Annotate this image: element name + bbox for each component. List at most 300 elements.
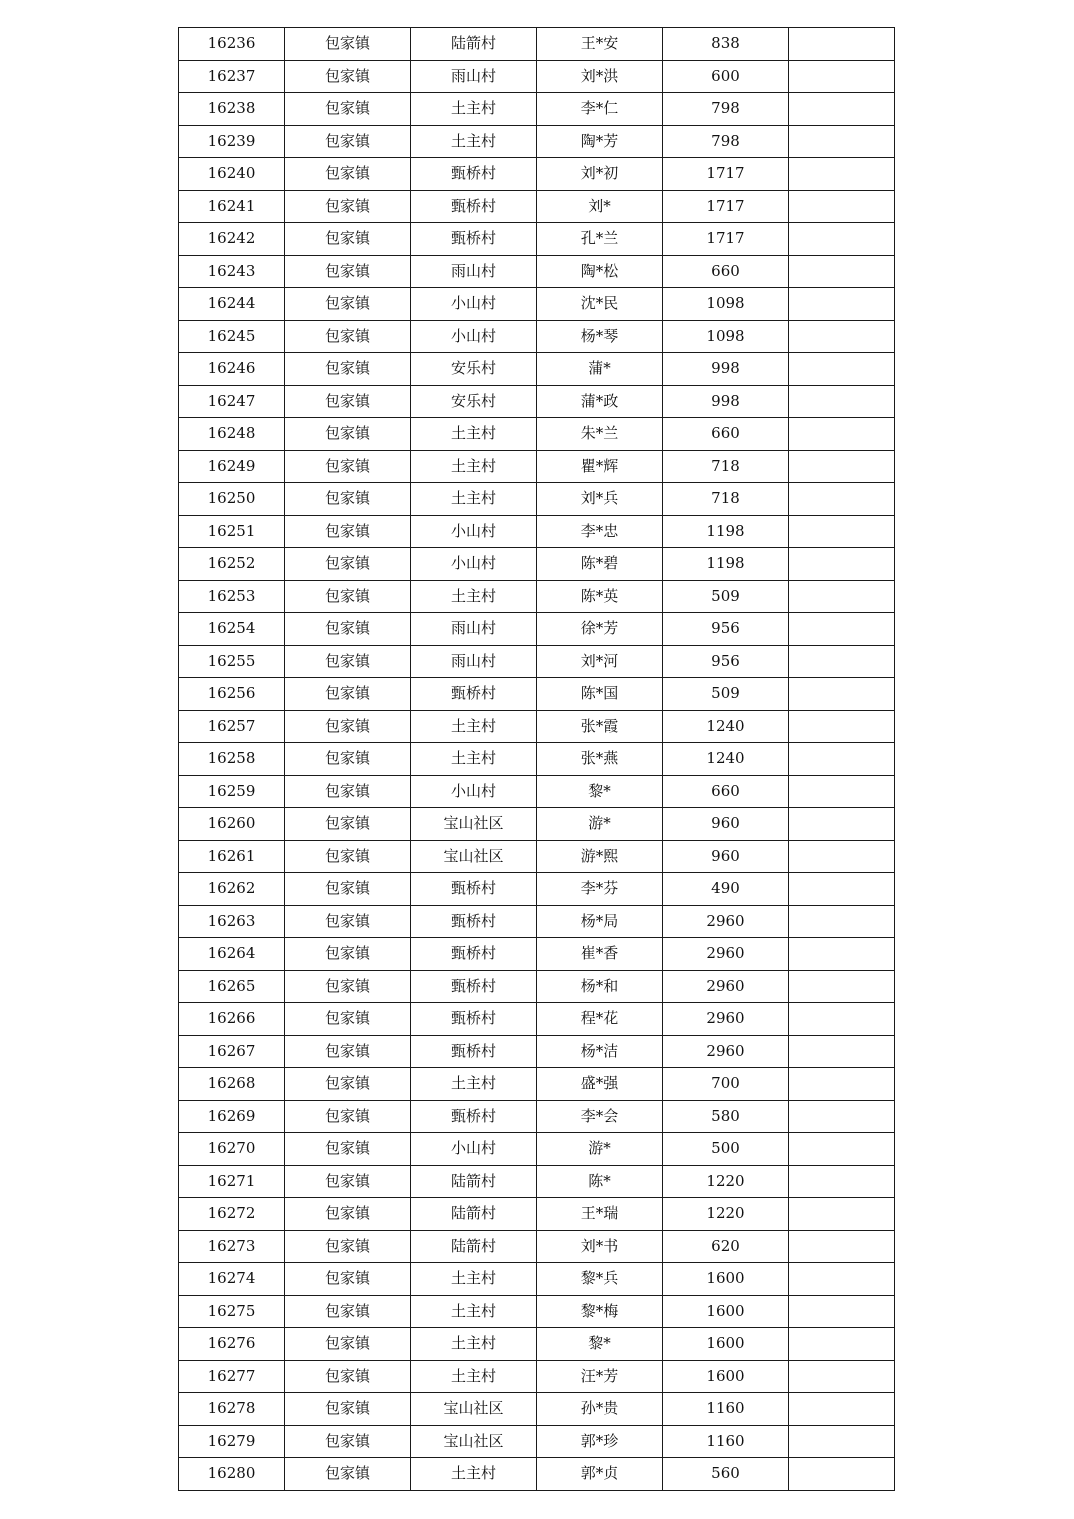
cell-village: 雨山村 bbox=[411, 60, 537, 93]
table-row bbox=[179, 938, 895, 971]
cell-village: 宝山社区 bbox=[411, 840, 537, 873]
cell-village: 小山村 bbox=[411, 515, 537, 548]
table-row bbox=[179, 223, 895, 256]
cell-town: 包家镇 bbox=[285, 1328, 411, 1361]
table-row bbox=[179, 775, 895, 808]
table-row bbox=[179, 548, 895, 581]
cell-remark bbox=[789, 320, 895, 353]
cell-remark bbox=[789, 125, 895, 158]
cell-remark bbox=[789, 743, 895, 776]
cell-name: 程*花 bbox=[537, 1003, 663, 1036]
cell-remark bbox=[789, 938, 895, 971]
cell-name: 杨*洁 bbox=[537, 1035, 663, 1068]
cell-seq: 16280 bbox=[179, 1458, 285, 1491]
cell-seq: 16238 bbox=[179, 93, 285, 126]
cell-name: 刘*河 bbox=[537, 645, 663, 678]
cell-village: 陆箭村 bbox=[411, 1230, 537, 1263]
cell-town: 包家镇 bbox=[285, 905, 411, 938]
cell-name: 陈*国 bbox=[537, 678, 663, 711]
cell-village: 土主村 bbox=[411, 1360, 537, 1393]
cell-name: 游*熙 bbox=[537, 840, 663, 873]
cell-amount: 718 bbox=[663, 450, 789, 483]
cell-remark bbox=[789, 450, 895, 483]
cell-village: 小山村 bbox=[411, 1133, 537, 1166]
cell-name: 陶*芳 bbox=[537, 125, 663, 158]
cell-amount: 580 bbox=[663, 1100, 789, 1133]
cell-amount: 798 bbox=[663, 93, 789, 126]
cell-remark bbox=[789, 613, 895, 646]
cell-town: 包家镇 bbox=[285, 678, 411, 711]
cell-amount: 2960 bbox=[663, 970, 789, 1003]
cell-amount: 1098 bbox=[663, 320, 789, 353]
cell-amount: 798 bbox=[663, 125, 789, 158]
cell-name: 李*会 bbox=[537, 1100, 663, 1133]
table-row bbox=[179, 743, 895, 776]
cell-seq: 16252 bbox=[179, 548, 285, 581]
cell-remark bbox=[789, 970, 895, 1003]
cell-town: 包家镇 bbox=[285, 353, 411, 386]
cell-name: 黎*兵 bbox=[537, 1263, 663, 1296]
cell-town: 包家镇 bbox=[285, 580, 411, 613]
cell-seq: 16260 bbox=[179, 808, 285, 841]
cell-remark bbox=[789, 710, 895, 743]
table-row bbox=[179, 1458, 895, 1491]
cell-name: 陶*松 bbox=[537, 255, 663, 288]
cell-name: 蒲* bbox=[537, 353, 663, 386]
cell-town: 包家镇 bbox=[285, 288, 411, 321]
cell-town: 包家镇 bbox=[285, 548, 411, 581]
cell-town: 包家镇 bbox=[285, 515, 411, 548]
cell-remark bbox=[789, 1165, 895, 1198]
cell-amount: 1160 bbox=[663, 1425, 789, 1458]
cell-village: 甄桥村 bbox=[411, 158, 537, 191]
cell-village: 小山村 bbox=[411, 775, 537, 808]
cell-seq: 16274 bbox=[179, 1263, 285, 1296]
cell-name: 杨*琴 bbox=[537, 320, 663, 353]
cell-amount: 960 bbox=[663, 808, 789, 841]
table-row bbox=[179, 255, 895, 288]
cell-seq: 16276 bbox=[179, 1328, 285, 1361]
cell-village: 甄桥村 bbox=[411, 678, 537, 711]
cell-amount: 838 bbox=[663, 28, 789, 61]
table-row bbox=[179, 678, 895, 711]
cell-amount: 960 bbox=[663, 840, 789, 873]
cell-amount: 1600 bbox=[663, 1328, 789, 1361]
cell-village: 甄桥村 bbox=[411, 190, 537, 223]
cell-town: 包家镇 bbox=[285, 320, 411, 353]
cell-name: 郭*贞 bbox=[537, 1458, 663, 1491]
cell-town: 包家镇 bbox=[285, 1198, 411, 1231]
cell-seq: 16275 bbox=[179, 1295, 285, 1328]
cell-village: 土主村 bbox=[411, 710, 537, 743]
cell-amount: 660 bbox=[663, 418, 789, 451]
table-row bbox=[179, 1425, 895, 1458]
cell-town: 包家镇 bbox=[285, 840, 411, 873]
cell-village: 雨山村 bbox=[411, 645, 537, 678]
cell-remark bbox=[789, 1425, 895, 1458]
cell-town: 包家镇 bbox=[285, 60, 411, 93]
table-row bbox=[179, 353, 895, 386]
cell-village: 雨山村 bbox=[411, 613, 537, 646]
table-body bbox=[179, 28, 895, 1491]
cell-town: 包家镇 bbox=[285, 1068, 411, 1101]
cell-village: 甄桥村 bbox=[411, 1100, 537, 1133]
table-row bbox=[179, 808, 895, 841]
cell-seq: 16246 bbox=[179, 353, 285, 386]
table-row bbox=[179, 580, 895, 613]
cell-remark bbox=[789, 1035, 895, 1068]
cell-village: 土主村 bbox=[411, 483, 537, 516]
cell-village: 安乐村 bbox=[411, 353, 537, 386]
cell-name: 王*安 bbox=[537, 28, 663, 61]
cell-amount: 1600 bbox=[663, 1360, 789, 1393]
cell-town: 包家镇 bbox=[285, 1003, 411, 1036]
cell-seq: 16241 bbox=[179, 190, 285, 223]
cell-name: 杨*和 bbox=[537, 970, 663, 1003]
cell-remark bbox=[789, 808, 895, 841]
cell-amount: 1220 bbox=[663, 1198, 789, 1231]
cell-amount: 509 bbox=[663, 678, 789, 711]
cell-seq: 16278 bbox=[179, 1393, 285, 1426]
cell-name: 郭*珍 bbox=[537, 1425, 663, 1458]
cell-village: 安乐村 bbox=[411, 385, 537, 418]
cell-seq: 16243 bbox=[179, 255, 285, 288]
table-row bbox=[179, 1100, 895, 1133]
cell-town: 包家镇 bbox=[285, 710, 411, 743]
cell-name: 蒲*政 bbox=[537, 385, 663, 418]
cell-seq: 16265 bbox=[179, 970, 285, 1003]
cell-seq: 16261 bbox=[179, 840, 285, 873]
table-row bbox=[179, 613, 895, 646]
cell-name: 刘*洪 bbox=[537, 60, 663, 93]
cell-seq: 16272 bbox=[179, 1198, 285, 1231]
cell-seq: 16250 bbox=[179, 483, 285, 516]
cell-remark bbox=[789, 1458, 895, 1491]
cell-town: 包家镇 bbox=[285, 938, 411, 971]
cell-amount: 2960 bbox=[663, 938, 789, 971]
cell-remark bbox=[789, 353, 895, 386]
cell-amount: 2960 bbox=[663, 905, 789, 938]
cell-village: 甄桥村 bbox=[411, 873, 537, 906]
cell-remark bbox=[789, 1230, 895, 1263]
cell-amount: 1240 bbox=[663, 743, 789, 776]
cell-town: 包家镇 bbox=[285, 775, 411, 808]
cell-seq: 16245 bbox=[179, 320, 285, 353]
cell-remark bbox=[789, 418, 895, 451]
cell-village: 土主村 bbox=[411, 418, 537, 451]
cell-seq: 16270 bbox=[179, 1133, 285, 1166]
cell-name: 李*芬 bbox=[537, 873, 663, 906]
cell-village: 土主村 bbox=[411, 450, 537, 483]
cell-remark bbox=[789, 840, 895, 873]
cell-village: 土主村 bbox=[411, 125, 537, 158]
cell-remark bbox=[789, 255, 895, 288]
cell-name: 刘*兵 bbox=[537, 483, 663, 516]
cell-town: 包家镇 bbox=[285, 190, 411, 223]
cell-name: 陈*碧 bbox=[537, 548, 663, 581]
cell-amount: 620 bbox=[663, 1230, 789, 1263]
cell-name: 沈*民 bbox=[537, 288, 663, 321]
cell-town: 包家镇 bbox=[285, 808, 411, 841]
table-row bbox=[179, 710, 895, 743]
table-row bbox=[179, 483, 895, 516]
cell-town: 包家镇 bbox=[285, 255, 411, 288]
cell-seq: 16248 bbox=[179, 418, 285, 451]
cell-amount: 2960 bbox=[663, 1035, 789, 1068]
cell-amount: 509 bbox=[663, 580, 789, 613]
cell-name: 刘* bbox=[537, 190, 663, 223]
cell-town: 包家镇 bbox=[285, 1360, 411, 1393]
cell-village: 陆箭村 bbox=[411, 1165, 537, 1198]
table-row bbox=[179, 418, 895, 451]
table-row bbox=[179, 93, 895, 126]
cell-village: 宝山社区 bbox=[411, 1425, 537, 1458]
cell-amount: 660 bbox=[663, 775, 789, 808]
cell-name: 瞿*辉 bbox=[537, 450, 663, 483]
cell-town: 包家镇 bbox=[285, 873, 411, 906]
cell-village: 陆箭村 bbox=[411, 28, 537, 61]
cell-remark bbox=[789, 905, 895, 938]
cell-town: 包家镇 bbox=[285, 743, 411, 776]
cell-seq: 16271 bbox=[179, 1165, 285, 1198]
table-row bbox=[179, 873, 895, 906]
cell-village: 小山村 bbox=[411, 548, 537, 581]
cell-name: 刘*初 bbox=[537, 158, 663, 191]
cell-town: 包家镇 bbox=[285, 1100, 411, 1133]
table-row bbox=[179, 288, 895, 321]
cell-amount: 500 bbox=[663, 1133, 789, 1166]
cell-seq: 16267 bbox=[179, 1035, 285, 1068]
cell-amount: 1717 bbox=[663, 158, 789, 191]
table-row bbox=[179, 1198, 895, 1231]
cell-remark bbox=[789, 190, 895, 223]
cell-seq: 16251 bbox=[179, 515, 285, 548]
cell-town: 包家镇 bbox=[285, 1230, 411, 1263]
cell-seq: 16237 bbox=[179, 60, 285, 93]
table-row bbox=[179, 158, 895, 191]
table-row bbox=[179, 320, 895, 353]
cell-remark bbox=[789, 678, 895, 711]
table-row bbox=[179, 645, 895, 678]
cell-name: 黎* bbox=[537, 775, 663, 808]
cell-name: 游* bbox=[537, 808, 663, 841]
table-row bbox=[179, 1328, 895, 1361]
cell-name: 陈*英 bbox=[537, 580, 663, 613]
cell-remark bbox=[789, 1360, 895, 1393]
cell-town: 包家镇 bbox=[285, 1165, 411, 1198]
table-row bbox=[179, 1003, 895, 1036]
cell-name: 张*霞 bbox=[537, 710, 663, 743]
cell-remark bbox=[789, 223, 895, 256]
table-row bbox=[179, 1295, 895, 1328]
cell-seq: 16253 bbox=[179, 580, 285, 613]
cell-village: 土主村 bbox=[411, 1458, 537, 1491]
cell-remark bbox=[789, 775, 895, 808]
cell-town: 包家镇 bbox=[285, 1263, 411, 1296]
cell-name: 王*瑞 bbox=[537, 1198, 663, 1231]
cell-remark bbox=[789, 288, 895, 321]
cell-village: 小山村 bbox=[411, 320, 537, 353]
cell-name: 李*仁 bbox=[537, 93, 663, 126]
cell-village: 土主村 bbox=[411, 743, 537, 776]
cell-remark bbox=[789, 645, 895, 678]
cell-remark bbox=[789, 1295, 895, 1328]
cell-town: 包家镇 bbox=[285, 1425, 411, 1458]
cell-remark bbox=[789, 548, 895, 581]
cell-village: 雨山村 bbox=[411, 255, 537, 288]
cell-seq: 16256 bbox=[179, 678, 285, 711]
cell-seq: 16268 bbox=[179, 1068, 285, 1101]
cell-seq: 16273 bbox=[179, 1230, 285, 1263]
cell-name: 孔*兰 bbox=[537, 223, 663, 256]
cell-name: 孙*贵 bbox=[537, 1393, 663, 1426]
table-row bbox=[179, 515, 895, 548]
cell-name: 黎*梅 bbox=[537, 1295, 663, 1328]
cell-seq: 16263 bbox=[179, 905, 285, 938]
cell-seq: 16240 bbox=[179, 158, 285, 191]
cell-town: 包家镇 bbox=[285, 1458, 411, 1491]
cell-town: 包家镇 bbox=[285, 1295, 411, 1328]
cell-remark bbox=[789, 1263, 895, 1296]
cell-village: 宝山社区 bbox=[411, 1393, 537, 1426]
cell-village: 土主村 bbox=[411, 580, 537, 613]
cell-seq: 16244 bbox=[179, 288, 285, 321]
cell-name: 刘*书 bbox=[537, 1230, 663, 1263]
cell-amount: 1198 bbox=[663, 515, 789, 548]
cell-seq: 16262 bbox=[179, 873, 285, 906]
cell-seq: 16249 bbox=[179, 450, 285, 483]
cell-remark bbox=[789, 28, 895, 61]
cell-seq: 16242 bbox=[179, 223, 285, 256]
cell-town: 包家镇 bbox=[285, 483, 411, 516]
cell-town: 包家镇 bbox=[285, 385, 411, 418]
cell-town: 包家镇 bbox=[285, 418, 411, 451]
cell-town: 包家镇 bbox=[285, 1393, 411, 1426]
cell-seq: 16258 bbox=[179, 743, 285, 776]
table-row bbox=[179, 1133, 895, 1166]
cell-amount: 1717 bbox=[663, 190, 789, 223]
table-row bbox=[179, 1068, 895, 1101]
cell-seq: 16257 bbox=[179, 710, 285, 743]
cell-remark bbox=[789, 483, 895, 516]
cell-village: 土主村 bbox=[411, 1263, 537, 1296]
cell-name: 游* bbox=[537, 1133, 663, 1166]
cell-amount: 1160 bbox=[663, 1393, 789, 1426]
cell-village: 甄桥村 bbox=[411, 938, 537, 971]
cell-name: 朱*兰 bbox=[537, 418, 663, 451]
cell-village: 土主村 bbox=[411, 1295, 537, 1328]
cell-village: 小山村 bbox=[411, 288, 537, 321]
cell-town: 包家镇 bbox=[285, 450, 411, 483]
cell-seq: 16279 bbox=[179, 1425, 285, 1458]
cell-remark bbox=[789, 515, 895, 548]
cell-amount: 1198 bbox=[663, 548, 789, 581]
cell-seq: 16236 bbox=[179, 28, 285, 61]
cell-name: 李*忠 bbox=[537, 515, 663, 548]
cell-village: 甄桥村 bbox=[411, 223, 537, 256]
cell-remark bbox=[789, 1328, 895, 1361]
cell-seq: 16277 bbox=[179, 1360, 285, 1393]
cell-village: 土主村 bbox=[411, 1328, 537, 1361]
cell-remark bbox=[789, 1393, 895, 1426]
cell-remark bbox=[789, 1198, 895, 1231]
cell-amount: 998 bbox=[663, 353, 789, 386]
table-row bbox=[179, 190, 895, 223]
cell-amount: 1600 bbox=[663, 1295, 789, 1328]
cell-village: 土主村 bbox=[411, 93, 537, 126]
cell-name: 杨*局 bbox=[537, 905, 663, 938]
cell-town: 包家镇 bbox=[285, 93, 411, 126]
cell-name: 张*燕 bbox=[537, 743, 663, 776]
cell-town: 包家镇 bbox=[285, 970, 411, 1003]
cell-amount: 1220 bbox=[663, 1165, 789, 1198]
table-row bbox=[179, 970, 895, 1003]
record-table bbox=[178, 27, 895, 1491]
cell-amount: 1717 bbox=[663, 223, 789, 256]
cell-seq: 16259 bbox=[179, 775, 285, 808]
table-row bbox=[179, 125, 895, 158]
cell-seq: 16247 bbox=[179, 385, 285, 418]
cell-village: 甄桥村 bbox=[411, 1035, 537, 1068]
cell-remark bbox=[789, 60, 895, 93]
cell-seq: 16264 bbox=[179, 938, 285, 971]
cell-amount: 700 bbox=[663, 1068, 789, 1101]
cell-remark bbox=[789, 93, 895, 126]
cell-amount: 1600 bbox=[663, 1263, 789, 1296]
cell-town: 包家镇 bbox=[285, 125, 411, 158]
table-row bbox=[179, 385, 895, 418]
cell-village: 陆箭村 bbox=[411, 1198, 537, 1231]
cell-amount: 956 bbox=[663, 645, 789, 678]
table-row bbox=[179, 450, 895, 483]
cell-name: 黎* bbox=[537, 1328, 663, 1361]
cell-name: 陈* bbox=[537, 1165, 663, 1198]
cell-amount: 660 bbox=[663, 255, 789, 288]
cell-seq: 16254 bbox=[179, 613, 285, 646]
cell-amount: 1240 bbox=[663, 710, 789, 743]
cell-remark bbox=[789, 873, 895, 906]
cell-town: 包家镇 bbox=[285, 613, 411, 646]
cell-seq: 16266 bbox=[179, 1003, 285, 1036]
table-row bbox=[179, 28, 895, 61]
cell-amount: 718 bbox=[663, 483, 789, 516]
table-row bbox=[179, 905, 895, 938]
cell-seq: 16269 bbox=[179, 1100, 285, 1133]
cell-remark bbox=[789, 1003, 895, 1036]
cell-town: 包家镇 bbox=[285, 158, 411, 191]
table-row bbox=[179, 840, 895, 873]
cell-town: 包家镇 bbox=[285, 223, 411, 256]
cell-amount: 956 bbox=[663, 613, 789, 646]
cell-seq: 16255 bbox=[179, 645, 285, 678]
cell-village: 甄桥村 bbox=[411, 1003, 537, 1036]
cell-amount: 560 bbox=[663, 1458, 789, 1491]
cell-town: 包家镇 bbox=[285, 645, 411, 678]
cell-village: 甄桥村 bbox=[411, 905, 537, 938]
cell-name: 崔*香 bbox=[537, 938, 663, 971]
cell-village: 宝山社区 bbox=[411, 808, 537, 841]
cell-seq: 16239 bbox=[179, 125, 285, 158]
cell-remark bbox=[789, 1100, 895, 1133]
cell-village: 土主村 bbox=[411, 1068, 537, 1101]
table-row bbox=[179, 1035, 895, 1068]
cell-amount: 600 bbox=[663, 60, 789, 93]
cell-remark bbox=[789, 158, 895, 191]
cell-name: 汪*芳 bbox=[537, 1360, 663, 1393]
cell-remark bbox=[789, 1133, 895, 1166]
cell-remark bbox=[789, 1068, 895, 1101]
cell-name: 盛*强 bbox=[537, 1068, 663, 1101]
